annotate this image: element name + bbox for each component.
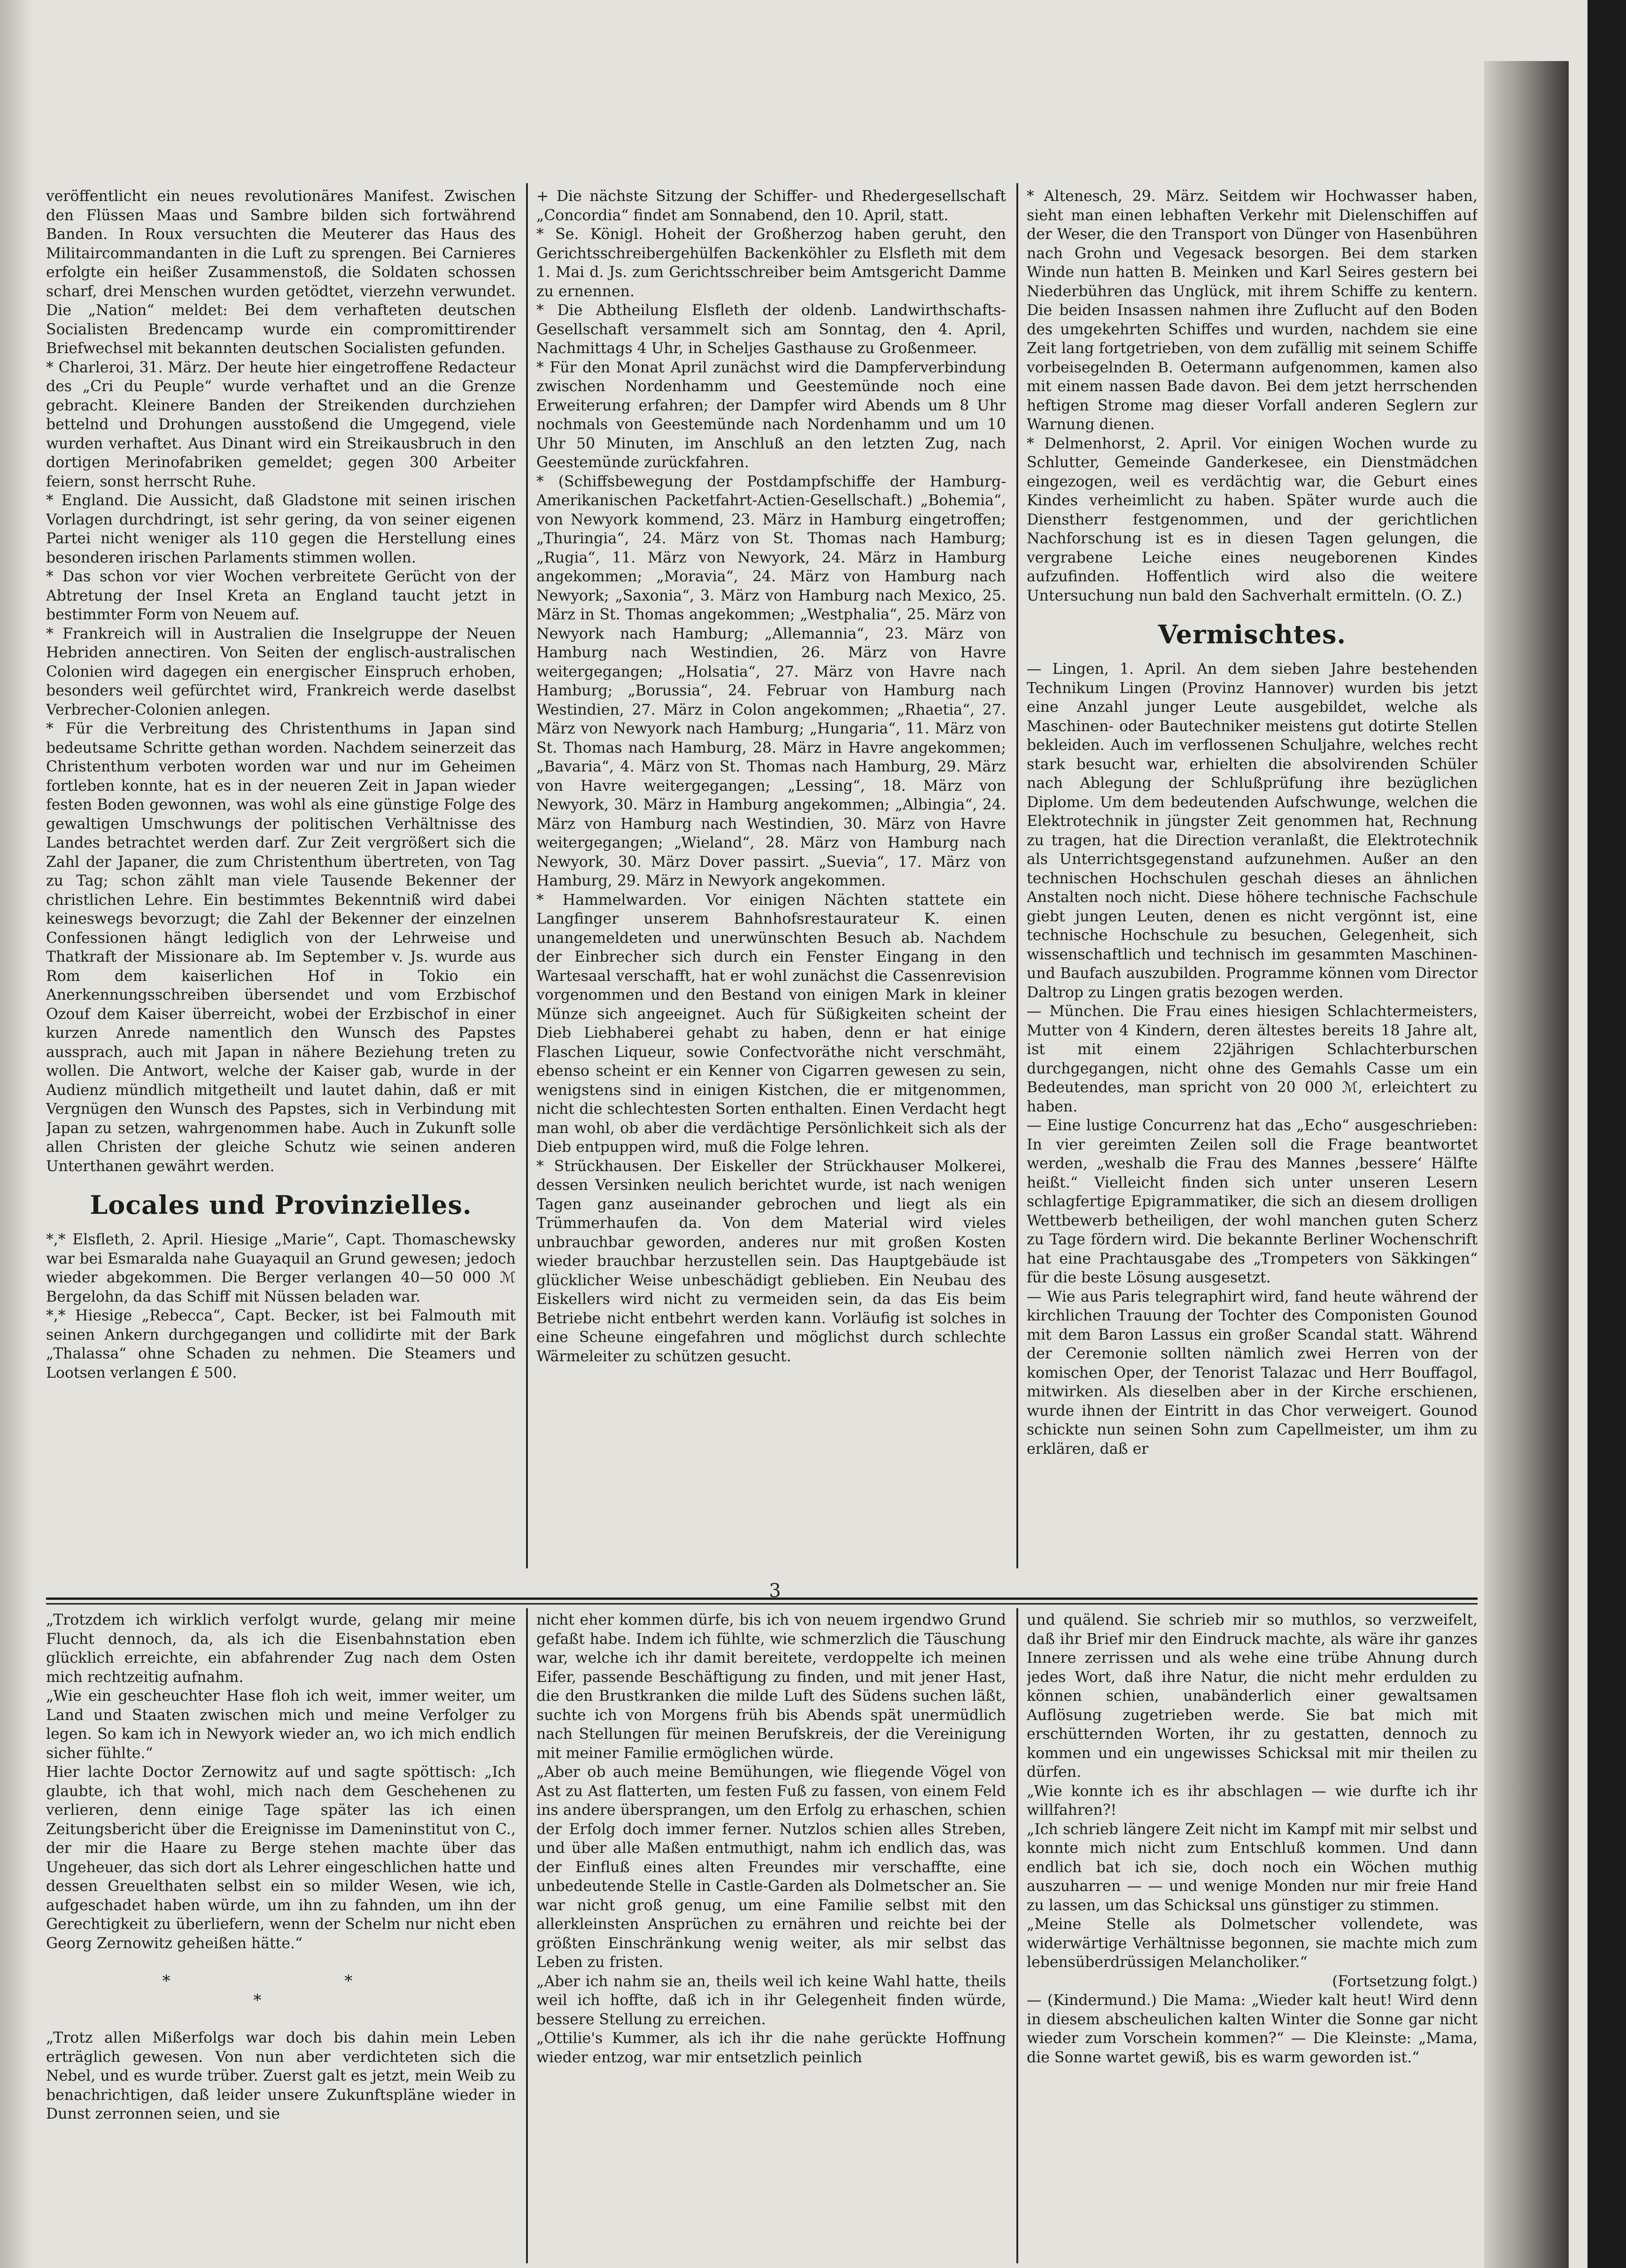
article-paragraph: „Wie ein gescheuchter Hase floh ich weit, immer weiter, um Land und Staaten zwischen mich und meine Verfolger zu legen. So kam ich in Newyork wieder an, wo ich mich endlich sicher fühlte.“: [46, 1688, 516, 1762]
article-paragraph: * Strückhausen. Der Eiskeller der Strückhauser Molkerei, dessen Versinken neulich berichtet wurde, ist nach wenigen Tagen ganz auseinander gebrochen und liegt als ein Trümmerhaufen da. Von dem Material wird vieles unbrauchbar geworden, anderes nur mit großen Kosten wieder brauchbar herzustellen sein. Das Hauptgebäude ist glücklicher Weise unbeschädigt geblieben. Ein Neubau des Eiskellers wird nicht zu vermeiden sein, da das Eis beim Betriebe nicht entbehrt werden kann. Vorläufig ist solches in eine Scheune eingefahren und möglichst durch schlechte Wärmeleiter zu schützen gesucht.: [536, 1157, 1006, 1365]
article-paragraph: — Wie aus Paris telegraphirt wird, fand heute während der kirchlichen Trauung der Tochter des Componisten Gounod mit dem Baron Lassus ein großer Scandal statt. Während der Ceremonie sollten nämlich zwei Herren von der komischen Oper, der Tenorist Talazac und Herr Bouffagol, mitwirken. Als dieselben aber in der Kirche erschienen, wurde ihnen der Eintritt in das Chor verweigert. Gounod schickte nun seinen Sohn zum Capellmeister, um ihm zu erklären, daß er: [1027, 1288, 1478, 1458]
article-paragraph: (Fortsetzung folgt.): [1332, 1973, 1478, 1990]
article-paragraph: * England. Die Aussicht, daß Gladstone mit seinen irischen Vorlagen durchdringt, ist sehr gering, da von seiner eigenen Partei nicht weniger als 110 gegen die Herstellung eines besonderen irischen Parlaments stimmen wollen.: [46, 492, 516, 566]
article-paragraph: „Trotz allen Mißerfolgs war doch bis dahin mein Leben erträglich gewesen. Von nun aber verdichteten sich die Nebel, und es wurde trüber. Zuerst galt es jetzt, mein Weib zu benachrichtigen, daß leider unsere Zukunftspläne wieder in Dunst zerronnen seien, und sie: [46, 2029, 516, 2122]
column-rule: [1016, 1608, 1018, 2263]
article-paragraph: veröffentlicht ein neues revolutionäres Manifest. Zwischen den Flüssen Maas und Sambre bilden sich fortwährend Banden. In Roux versuchten die Meuterer das Haus des Militaircommandanten in die Luft zu sprengen. Bei Carnieres erfolgte ein heißer Zusammenstoß, die Soldaten schossen scharf, drei Menschen wurden getödtet, vierzehn verwundet. Die „Nation“ meldet: Bei dem verhafteten deutschen Socialisten Bredencamp wurde ein compromittirender Briefwechsel mit bekannten deutschen Socialisten gefunden.: [46, 188, 516, 357]
article-paragraph: * Hammelwarden. Vor einigen Nächten stattete ein Langfinger unserem Bahnhofsrestaurateur K. einen unangemeldeten und unerwünschten Besuch ab. Nachdem der Einbrecher sich durch ein Fenster Eingang in den Wartesaal verschafft, hat er wohl zunächst die Cassenrevision vorgenommen und den Bestand von einigen Mark in kleiner Münze sich angeeignet. Auch für Süßigkeiten scheint der Dieb Liebhaberei gehabt zu haben, denn er hat einige Flaschen Liqueur, sowie Confectvoräthe nicht verschmäht, ebenso scheint er ein Kenner von Cigarren gewesen zu sein, wenigstens sind in einigen Kistchen, die er mitgenommen, nicht die schlechtesten Sorten enthalten. Einen Verdacht hegt man wohl, ob aber die verdächtige Persönlichkeit sich als der Dieb entpuppen wird, muß die Folge lehren.: [536, 891, 1006, 1156]
article-paragraph: — Lingen, 1. April. An dem sieben Jahre bestehenden Technikum Lingen (Provinz Hannover) wurden bis jetzt eine Anzahl junger Leute ausgebildet, welche als Maschinen- oder Bautechniker meistens gut dotirte Stellen bekleiden. Auch im verflossenen Schuljahre, welches recht stark besucht war, erhielten die absolvirenden Schüler nach Ablegung der Schlußprüfung ihre bezüglichen Diplome. Um dem bedeutenden Aufschwunge, welchen die Elektrotechnik in jüngster Zeit genommen hat, Rechnung zu tragen, hat die Direction veranlaßt, die Elektrotechnik als Unterrichtsgegenstand aufzunehmen. Außer an den technischen Hochschulen geschah dieses an ähnlichen Anstalten noch nicht. Diese höhere technische Fachschule giebt jungen Leuten, denen es nicht vergönnt ist, eine technische Hochschule zu besuchen, Gelegenheit, sich wissenschaftlich und technisch im gesammten Maschinen- und Baufach auszubilden. Programme können vom Director Daltrop zu Lingen gratis bezogen werden.: [1027, 661, 1478, 1001]
article-paragraph: * Delmenhorst, 2. April. Vor einigen Wochen wurde zu Schlutter, Gemeinde Ganderkesee, ein Dienstmädchen eingezogen, weil es verdächtig war, die Geburt eines Kindes verheimlicht zu haben. Später wurde auch die Dienstherr festgenommen, und der gerichtlichen Nachforschung ist es in diesen Tagen gelungen, die vergrabene Leiche eines neugeborenen Kindes aufzufinden. Hoffentlich wird also die weitere Untersuchung nun bald den Sachverhalt ermitteln. (O. Z.): [1027, 435, 1478, 604]
feuilleton-rule-thin: [46, 1603, 1478, 1605]
top-column-2: [536, 187, 1006, 1566]
column-rule: [526, 183, 528, 1568]
article-paragraph: + Die nächste Sitzung der Schiffer- und Rhedergesellschaft „Concordia“ findet am Sonnabend, den 10. April, statt.: [536, 188, 1006, 224]
news-column-articles: [46, 187, 516, 1176]
page-number: 3: [769, 1580, 781, 1602]
article-paragraph: „Meine Stelle als Dolmetscher vollendete, was widerwärtige Verhältnisse begonnen, sie machte mich zum lebensüberdrüssigen Melancholiker.“: [1027, 1916, 1478, 1971]
feuilleton-column-2: [536, 1611, 1006, 2263]
column-rule: [1016, 183, 1018, 1568]
article-paragraph: * Charleroi, 31. März. Der heute hier eingetroffene Redacteur des „Cri du Peuple“ wurde verhaftet und an die Grenze gebracht. Kleinere Banden der Streikenden durchziehen bettelnd und Drohungen ausstoßend die Umgegend, viele wurden verhaftet. Aus Dinant wird ein Streikausbruch in den dortigen Merinofabriken gemeldet; gegen 300 Arbeiter feiern, sonst herrscht Ruhe.: [46, 359, 516, 490]
article-paragraph: „Aber ich nahm sie an, theils weil ich keine Wahl hatte, theils weil ich hoffte, daß ich in ihr Gelegenheit finden würde, bessere Stellung zu erreichen.: [536, 1973, 1006, 2028]
article-paragraph: — (Kindermund.) Die Mama: „Wieder kalt heut! Wird denn in diesem abscheulichen kalten Winter die Sonne gar nicht wieder zum Vorschein kommen?“ — Die Kleinste: „Mama, die Sonne wartet gewiß, bis es warm geworden ist.“: [1027, 1992, 1478, 2066]
article-paragraph: * Die Abtheilung Elsfleth der oldenb. Landwirthschafts-Gesellschaft versammelt sich am Sonntag, den 4. April, Nachmittags 4 Uhr, in Scheljes Gasthause zu Großenmeer.: [536, 302, 1006, 357]
article-paragraph: * Für die Verbreitung des Christenthums in Japan sind bedeutsame Schritte gethan worden. Nachdem seinerzeit das Christenthum verboten worden war und nur im Geheimen fortleben konnte, hat es in der neueren Zeit in Japan wieder festen Boden gewonnen, was wohl als eine günstige Folge des gewaltigen Umschwungs der politischen Verhältnisse des Landes betrachtet werden darf. Zur Zeit vergrößert sich die Zahl der Japaner, die zum Christenthum übertreten, von Tag zu Tag; schon zählt man viele Tausende Bekenner der christlichen Lehre. Ein bestimmtes Bekenntniß wird dabei keineswegs bevorzugt; die Zahl der Bekenner der einzelnen Confessionen hängt lediglich von der Lehrweise und Thatkraft der Missionare ab. Im September v. Js. wurde aus Rom dem kaiserlichen Hof in Tokio ein Anerkennungsschreiben übersendet und vom Erzbischof Ozouf dem Kaiser überreicht, wobei der Erzbischof in einer kurzen Anrede namentlich den Wunsch des Papstes aussprach, auch mit Japan in nähere Beziehung treten zu wollen. Die Antwort, welche der Kaiser gab, wurde in der Audienz mündlich mitgetheilt und lautet dahin, daß er mit Vergnügen den Wunsch des Papstes, sich in Verbindung mit Japan zu setzen, wahrgenommen habe. Auch in Zukunft solle allen Christen der gleiche Schutz wie seinen anderen Unterthanen gewährt werden.: [46, 720, 516, 1175]
article-paragraph: — München. Die Frau eines hiesigen Schlachtermeisters, Mutter von 4 Kindern, deren ältestes bereits 18 Jahre alt, ist mit einem 22jährigen Schlachterburschen durchgegangen, nicht ohne des Gemahls Casse um ein Bedeutendes, man spricht von 20 000 ℳ, erleichtert zu haben.: [1027, 1003, 1478, 1115]
section-stars: * * *: [162, 1972, 437, 2010]
article-paragraph: *,* Elsfleth, 2. April. Hiesige „Marie“, Capt. Thomaschewsky war bei Esmaralda nahe Guayaquil an Grund gewesen; jedoch wieder abgekommen. Die Berger verlangen 40—50 000 ℳ Bergelohn, da das Schiff mit Nüssen beladen war.: [46, 1231, 516, 1305]
column-rule: [526, 1608, 528, 2263]
feuilleton-text-b: [46, 2029, 516, 2124]
regional-articles: [1027, 187, 1478, 605]
article-paragraph: * (Schiffsbewegung der Postdampfschiffe der Hamburg-Amerikanischen Packetfahrt-Actien-Gesellschaft.) „Bohemia“, von Newyork kommend, 23. März in Hamburg eingetroffen; „Thuringia“, 24. März von St. Thomas nach Hamburg; „Rugia“, 11. März von Newyork, 24. März in Hamburg angekommen; „Moravia“, 24. März von Hamburg nach Newyork; „Saxonia“, 3. März von Hamburg nach Mexico, 25. März in St. Thomas angekommen; „Westphalia“, 25. März von Newyork nach Hamburg; „Allemannia“, 23. März von Hamburg nach Westindien, 26. März von Havre weitergegangen; „Holsatia“, 27. März von Havre nach Hamburg; „Borussia“, 24. Februar von Hamburg nach Westindien, 27. März in Colon angekommen; „Rhaetia“, 27. März von Newyork nach Hamburg; „Hungaria“, 11. März von St. Thomas nach Hamburg, 28. März in Havre angekommen; „Bavaria“, 4. März von St. Thomas nach Hamburg, 29. März von Havre weitergegangen; „Lessing“, 18. März von Newyork, 30. März in Hamburg angekommen; „Albingia“, 24. März von Hamburg nach Westindien, 30. März von Havre weitergegangen; „Wieland“, 28. März von Hamburg nach Newyork, 30. März Dover passirt. „Suevia“, 17. März von Hamburg, 29. März in Newyork angekommen.: [536, 473, 1006, 889]
vermischtes-articles: [1027, 660, 1478, 1458]
feuilleton-text-a: [46, 1611, 516, 1953]
book-fore-edge: [1484, 61, 1569, 2268]
article-paragraph: * Se. Königl. Hoheit der Großherzog haben geruht, den Gerichtsschreibergehülfen Backenköhler zu Elsfleth mit dem 1. Mai d. Js. zum Gerichtsschreiber beim Amtsgericht Damme zu ernennen.: [536, 226, 1006, 300]
article-paragraph: Hier lachte Doctor Zernowitz auf und sagte spöttisch: „Ich glaubte, ich that wohl, mich nach dem Geschehenen zu verlieren, denn einige Tage später las ich einen Zeitungsbericht über die Ereignisse im Dameninstitut von C., der mir die Haare zu Berge stehen machte über das Ungeheuer, das sich dort als Lehrer eingeschlichen hatte und dessen Greuelthaten selbst ein so milder Wesen, wie ich, aufgeschadet haben würde, um ihn zu fahnden, um ihn der Gerechtigkeit zu überliefern, wenn der Schelm nur nicht eben Georg Zernowitz geheißen hätte.“: [46, 1764, 516, 1952]
page-gutter-shadow: [0, 0, 33, 2268]
top-column-1: [46, 187, 516, 1566]
article-paragraph: * Für den Monat April zunächst wird die Dampferverbindung zwischen Nordenhamm und Geestemünde noch eine Erweiterung erfahren; der Dampfer wird Abends um 8 Uhr nochmals von Geestemünde nach Nordenhamm und um 10 Uhr 50 Minuten, im Anschluß an den letzten Zug, nach Geestemünde zurückfahren.: [536, 359, 1006, 471]
article-paragraph: und quälend. Sie schrieb mir so muthlos, so verzweifelt, daß ihr Brief mir den Eindruck machte, als wäre ihr ganzes Innere zerrissen und als wehe eine trübe Ahnung durch jedes Wort, daß ihre Natur, die nicht mehr erdulden zu können schien, unabänderlich einer gewaltsamen Auflösung zugetrieben werde. Sie bat mich mit erschütternden Worten, ihr zu gestatten, dennoch zu kommen und ein ungewisses Schicksal mit mir theilen zu dürfen.: [1027, 1612, 1478, 1781]
article-paragraph: „Ottilie's Kummer, als ich ihr die nahe gerückte Hoffnung wieder entzog, war mir entsetzlich peinlich: [536, 2030, 1006, 2066]
locales-heading: Locales und Provinzielles.: [90, 1190, 472, 1220]
vermischtes-heading: Vermischtes.: [1158, 619, 1347, 649]
article-paragraph: „Trotzdem ich wirklich verfolgt wurde, gelang mir meine Flucht dennoch, da, als ich die Eisenbahnstation eben glücklich erreichte, ein abfahrender Zug nach dem Osten mich rechtzeitig aufnahm.: [46, 1612, 516, 1686]
feuilleton-rule: [46, 1597, 1478, 1600]
top-column-3: [1027, 187, 1478, 1566]
feuilleton-column-3: [1027, 1611, 1478, 2263]
feuilleton-column-1: [46, 1611, 516, 2263]
article-paragraph: nicht eher kommen dürfe, bis ich von neuem irgendwo Grund gefaßt habe. Indem ich fühlte, wie schmerzlich die Täuschung war, welche ich ihr damit bereitete, verdoppelte ich meinen Eifer, passende Beschäftigung zu finden, und mit jener Hast, die den Brustkranken die milde Luft des Südens suchen läßt, suchte ich von Morgens früh bis Abends spät unermüdlich nach Stellungen für meinen Berufskreis, der die Vereinigung mit meiner Familie ermöglichen würde.: [536, 1612, 1006, 1762]
article-paragraph: * Frankreich will in Australien die Inselgruppe der Neuen Hebriden annectiren. Von Seiten der englisch-australischen Colonien wird dagegen ein energischer Einspruch erhoben, besonders weil gefürchtet wird, Frankreich werde daselbst Verbrecher-Colonien anlegen.: [46, 625, 516, 718]
article-paragraph: — Eine lustige Concurrenz hat das „Echo“ ausgeschrieben: In vier gereimten Zeilen soll die Frage beantwortet werden, „weshalb die Frau des Mannes ‚bessere‘ Hälfte heißt.“ Vielleicht finden sich unter unseren Lesern schlagfertige Epigrammatiker, die sich an diesem drolligen Wettbewerb betheiligen, der wohl manchen guten Scherz zu Tage fördern wird. Die bekannte Berliner Wochenschrift hat eine Prachtausgabe des „Trompeters von Säkkingen“ für die beste Lösung ausgesetzt.: [1027, 1117, 1478, 1286]
article-paragraph: „Ich schrieb längere Zeit nicht im Kampf mit mir selbst und konnte mich nicht zum Entschluß kommen. Und dann endlich bat ich sie, doch noch ein Wöchen muthig auszuharren — — und wenige Monden nur mir freie Hand zu lassen, um das Schicksal uns günstiger zu stimmen.: [1027, 1821, 1478, 1914]
article-paragraph: *,* Hiesige „Rebecca“, Capt. Becker, ist bei Falmouth mit seinen Ankern durchgegangen und collidirte mit der Bark „Thalassa“ ohne Schaden zu nehmen. Die Steamers und Lootsen verlangen £ 500.: [46, 1307, 516, 1381]
article-paragraph: * Das schon vor vier Wochen verbreitete Gerücht von der Abtretung der Insel Kreta an England taucht jetzt in bestimmter Form von Neuem auf.: [46, 568, 516, 623]
article-paragraph: „Wie konnte ich es ihr abschlagen — wie durfte ich ihr willfahren?!: [1027, 1782, 1478, 1819]
locales-articles: [46, 1230, 516, 1382]
article-paragraph: * Altenesch, 29. März. Seitdem wir Hochwasser haben, sieht man einen lebhaften Verkehr mit Dielenschiffen auf der Weser, die den Transport von Dünger von Hasenbühren nach Grohn und Vegesack besorgen. Bei dem starken Winde nun hatten B. Meinken und Karl Seires gestern bei Niederbühren das Unglück, mit ihrem Schiffe zu kentern. Die beiden Insassen nahmen ihre Zuflucht auf den Boden des umgekehrten Schiffes und wurden, nachdem sie eine Zeit lang fortgetrieben, von dem zufällig mit seinem Schiffe vorbeisegelnden B. Oetermann aufgenommen, kamen also mit einem nassen Bade davon. Bei dem jetzt herrschenden heftigen Strome mag dieser Vorfall anderen Seglern zur Warnung dienen.: [1027, 188, 1478, 433]
article-paragraph: „Aber ob auch meine Bemühungen, wie fliegende Vögel von Ast zu Ast flatterten, um festen Fuß zu fassen, von einem Feld ins andere übersprangen, um den Erfolg zu erhaschen, schien der Erfolg doch immer ferner. Nutzlos schien alles Streben, und über alle Maßen entmuthigt, nahm ich endlich das, was der Einfluß eines alten Freundes mir verschaffte, eine unbedeutende Stelle in Castle-Garden als Dolmetscher an. Sie war nicht groß genug, um eine Familie selbst mit den allerkleinsten Ansprüchen zu ernähren und reichte bei der größten Einschränkung wenig weiter, als mir selbst das Leben zu fristen.: [536, 1764, 1006, 1971]
